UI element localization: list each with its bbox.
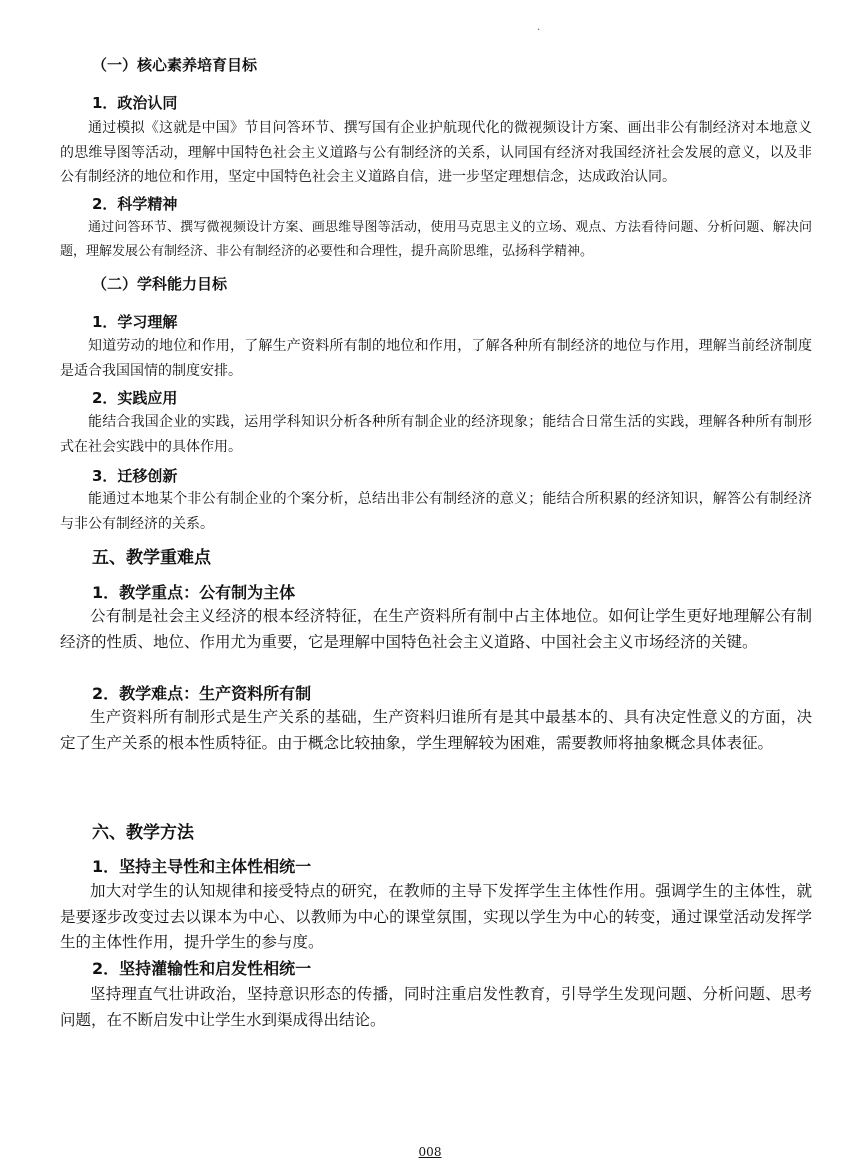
difficult-point-heading: 2．教学难点：生产资料所有制	[92, 684, 312, 703]
method-2-text: 坚持理直气壮讲政治，坚持意识形态的传播，同时注重启发性教育，引导学生发现问题、分析问题、思考问题，在不断启发中让学生水到渠成得出结论。	[60, 985, 812, 1029]
page-number: 008	[418, 1145, 442, 1159]
method-2-heading: 2．坚持灌输性和启发性相统一	[92, 959, 312, 978]
item-practice-text: 能结合我国企业的实践，运用学科知识分析各种所有制企业的经济现象；能结合日常生活的实践，理解各种所有制形式在社会实践中的具体作用。	[60, 414, 812, 455]
item-political-identity-heading: 1．政治认同	[92, 94, 178, 112]
key-point-text: 公有制是社会主义经济的根本经济特征，在生产资料所有制中占主体地位。如何让学生更好地理解公有制经济的性质、地位、作用尤为重要，它是理解中国特色社会主义道路、中国社会主义市场经济的关键。	[60, 607, 812, 651]
item-learning-understanding-text: 知道劳动的地位和作用，了解生产资料所有制的地位和作用，了解各种所有制经济的地位与作用，理解当前经济制度是适合我国国情的制度安排。	[60, 338, 812, 379]
item-scientific-spirit-heading: 2．科学精神	[92, 195, 178, 213]
item-political-identity-text: 通过模拟《这就是中国》节目问答环节、撰写国有企业护航现代化的微视频设计方案、画出非公有制经济对本地意义的思维导图等活动，理解中国特色社会主义道路与公有制经济的关系，认同国有经济对我国经济社会发展的意义，以及非公有制经济的地位和作用，坚定中国特色社会主义道路自信，进一步坚定理想信念，达成政治认同。	[60, 120, 812, 185]
page-marker: .	[537, 22, 541, 33]
method-1-text: 加大对学生的认知规律和接受特点的研究，在教师的主导下发挥学生主体性作用。强调学生的主体性，就是要逐步改变过去以课本为中心、以教师为中心的课堂氛围，实现以学生为中心的转变，通过课堂活动发挥学生的主体性作用，提升学生的参与度。	[60, 882, 812, 951]
item-transfer-text: 能通过本地某个非公有制企业的个案分析，总结出非公有制经济的意义；能结合所积累的经济知识，解答公有制经济与非公有制经济的关系。	[60, 491, 812, 532]
subsection-core-literacy-heading: （一）核心素养培育目标	[92, 56, 258, 74]
section-key-difficult-points-title: 五、教学重难点	[92, 548, 211, 568]
method-1-heading: 1．坚持主导性和主体性相统一	[92, 857, 312, 876]
item-transfer-heading: 3．迁移创新	[92, 467, 178, 485]
section-teaching-methods-title: 六、教学方法	[92, 823, 194, 843]
key-point-heading: 1．教学重点：公有制为主体	[92, 583, 296, 602]
item-scientific-spirit-text: 通过问答环节、撰写微视频设计方案、画思维导图等活动，使用马克思主义的立场、观点、方法看待问题、分析问题、解决问题，理解发展公有制经济、非公有制经济的必要性和合理性，提升高阶思维，弘扬科学精神。	[60, 220, 812, 259]
item-learning-understanding-heading: 1．学习理解	[92, 313, 178, 331]
difficult-point-text: 生产资料所有制形式是生产关系的基础，生产资料归谁所有是其中最基本的、具有决定性意义的方面，决定了生产关系的根本性质特征。由于概念比较抽象，学生理解较为困难，需要教师将抽象概念具体表征。	[60, 708, 812, 752]
item-practice-heading: 2．实践应用	[92, 389, 178, 407]
subsection-ability-heading: （二）学科能力目标	[92, 275, 228, 293]
